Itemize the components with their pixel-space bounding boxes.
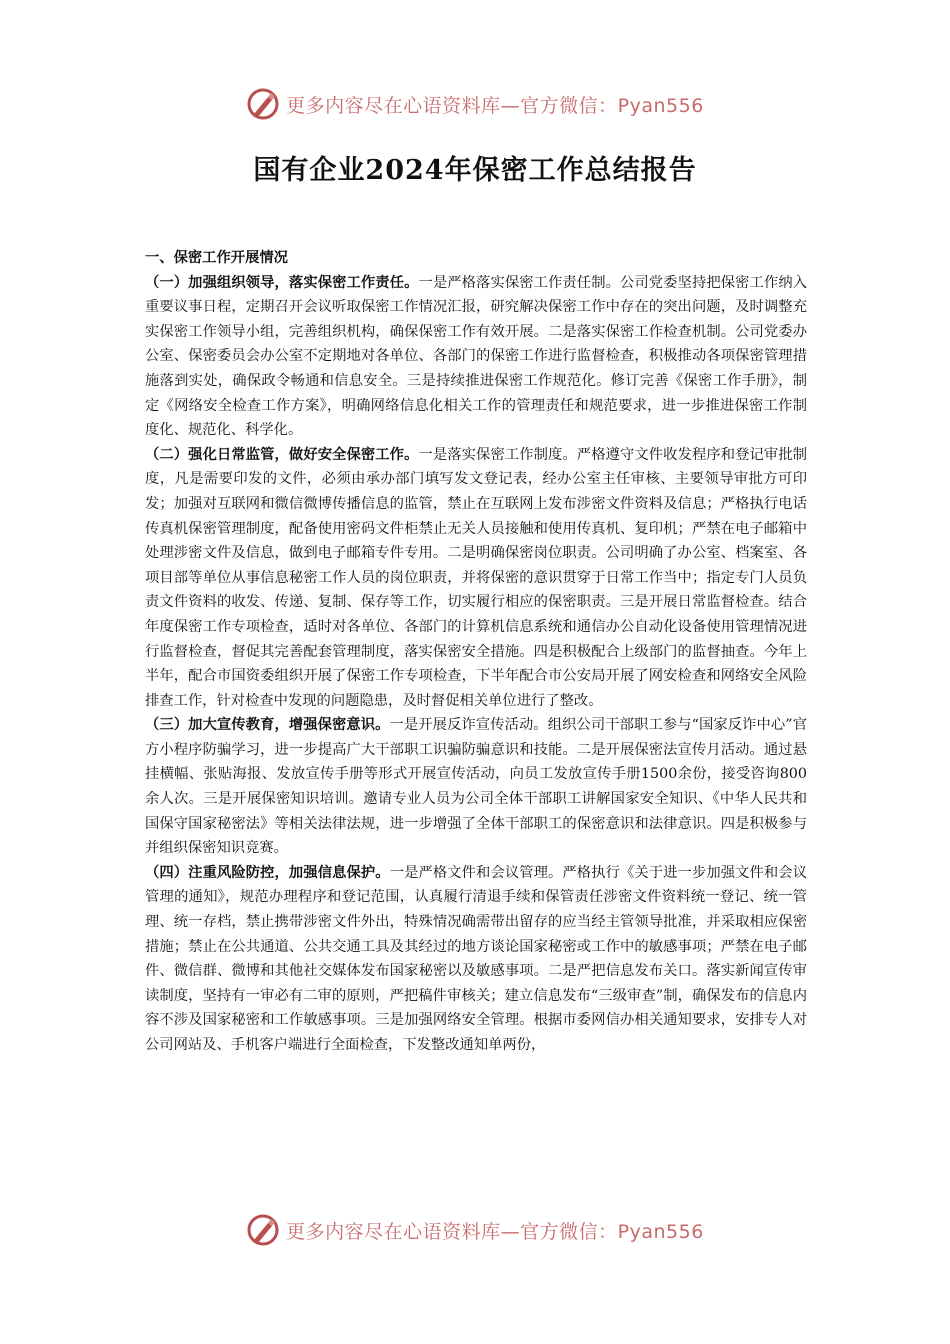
pen-logo-icon	[246, 87, 280, 121]
subheading: （一）加强组织领导，落实保密工作责任。	[145, 274, 419, 291]
paragraph-2	[145, 443, 807, 714]
pen-logo-icon	[246, 1213, 280, 1247]
document-body	[145, 246, 807, 1058]
subheading: （三）加大宣传教育，增强保密意识。	[145, 717, 390, 734]
subheading: （四）注重风险防控，加强信息保护。	[145, 864, 390, 881]
paragraph-4	[145, 861, 807, 1058]
paragraph-text: 一是落实保密工作制度。严格遵守文件收发程序和登记审批制度，凡是需要印发的文件，必须由承办部门填写发文登记表，经办公室主任审核、主要领导审批方可印发；加强对互联网和微信微博传播信息的监管，禁止在互联网上发布涉密文件资料及信息；严格执行电话传真机保密管理制度，配备使用密码文件柜禁止无关人员接触和使用传真机、复印机；严禁在电子邮箱中处理涉密文件及信息，做到电子邮箱专件专用。二是明确保密岗位职责。公司明确了办公室、档案室、各项目部等单位从事信息秘密工作人员的岗位职责，并将保密的意识贯穿于日常工作当中；指定专门人员负责文件资料的收发、传递、复制、保存等工作，切实履行相应的保密职责。三是开展日常监督检查。结合年度保密工作专项检查，适时对各单位、各部门的计算机信息系统和通信办公自动化设备使用管理情况进行监督检查，督促其完善配套管理制度，落实保密安全措施。四是积极配合上级部门的监督抽查。今年上半年，配合市国资委组织开展了保密工作专项检查，下半年配合市公安局开展了网安检查和网络安全风险排查工作，针对检查中发现的问题隐患，及时督促相关单位进行了整改。	[145, 446, 808, 709]
header-watermark-banner	[0, 84, 950, 124]
watermark-text: 更多内容尽在心语资料库—官方微信：Pyan556	[286, 1220, 704, 1243]
section-heading: 一、保密工作开展情况	[145, 250, 288, 266]
paragraph-3	[145, 713, 807, 861]
paragraph-text: 一是严格落实保密工作责任制。公司党委坚持把保密工作纳入重要议事日程，定期召开会议听取保密工作情况汇报，研究解决保密工作中存在的突出问题，及时调整充实保密工作领导小组，完善组织机构，确保保密工作有效开展。二是落实保密工作检查机制。公司党委办公室、保密委员会办公室不定期地对各单位、各部门的保密工作进行监督检查，积极推动各项保密管理措施落到实处，确保政令畅通和信息安全。三是持续推进保密工作规范化。修订完善《保密工作手册》，制定《网络安全检查工作方案》，明确网络信息化相关工作的管理责任和规范要求，进一步推进保密工作制度化、规范化、科学化。	[145, 274, 808, 439]
document-title: 国有企业2024年保密工作总结报告	[253, 155, 697, 186]
subheading: （二）强化日常监管，做好安全保密工作。	[145, 446, 419, 463]
watermark-text: 更多内容尽在心语资料库—官方微信：Pyan556	[286, 94, 704, 117]
paragraph-text: 一是开展反诈宣传活动。组织公司干部职工参与“国家反诈中心”官方小程序防骗学习，进一步提高广大干部职工识骗防骗意识和技能。二是开展保密法宣传月活动。通过悬挂横幅、张贴海报、发放宣传手册等形式开展宣传活动，向员工发放宣传手册1500余份，接受咨询800余人次。三是开展保密知识培训。邀请专业人员为公司全体干部职工讲解国家安全知识、《中华人民共和国保守国家秘密法》等相关法律法规，进一步增强了全体干部职工的保密意识和法律意识。四是积极参与并组织保密知识竞赛。	[145, 717, 807, 857]
paragraph-text: 一是严格文件和会议管理。严格执行《关于进一步加强文件和会议管理的通知》，规范办理程序和登记范围，认真履行清退手续和保管责任涉密文件资料统一登记、统一管理、统一存档，禁止携带涉密文件外出，特殊情况确需带出留存的应当经主管领导批准，并采取相应保密措施；禁止在公共通道、公共交通工具及其经过的地方谈论国家秘密或工作中的敏感事项；严禁在电子邮件、微信群、微博和其他社交媒体发布国家秘密以及敏感事项。二是严把信息发布关口。落实新闻宣传审读制度，坚持有一审必有二审的原则，严把稿件审核关；建立信息发布“三级审查”制，确保发布的信息内容不涉及国家秘密和工作敏感事项。三是加强网络安全管理。根据市委网信办相关通知要求，安排专人对公司网站及、手机客户端进行全面检查，下发整改通知单两份，	[145, 864, 807, 1053]
paragraph-1	[145, 271, 807, 443]
footer-watermark-banner	[0, 1210, 950, 1250]
